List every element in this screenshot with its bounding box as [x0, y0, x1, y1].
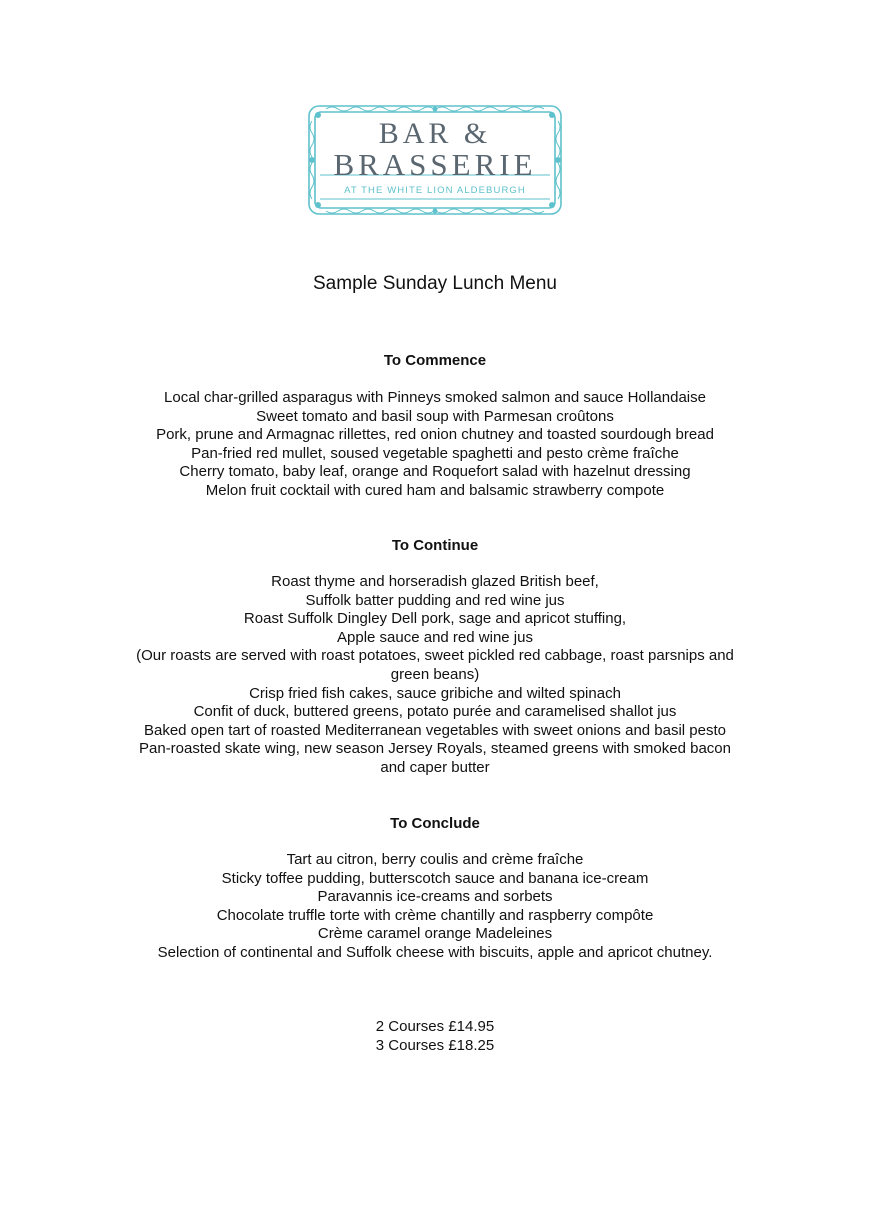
- menu-item: Suffolk batter pudding and red wine jus: [305, 591, 565, 609]
- menu-item: Baked open tart of roasted Mediterranean vegetables with sweet onions and basil pesto: [143, 721, 727, 739]
- menu-item: Tart au citron, berry coulis and crème fraîche: [286, 851, 584, 868]
- menu-item: Pan-roasted skate wing, new season Jersey Royals, steamed greens with smoked bacon: [139, 740, 731, 758]
- section-items-continue: [0, 573, 870, 778]
- menu-item: Confit of duck, buttered greens, potato purée and caramelised shallot jus: [193, 703, 677, 721]
- logo-text-brasserie: BRASSERIE: [333, 147, 537, 182]
- menu-item: Sweet tomato and basil soup with Parmesan croûtons: [256, 407, 614, 425]
- logo-text-location: AT THE WHITE LION ALDEBURGH: [344, 185, 526, 196]
- brand-logo: [306, 103, 564, 217]
- section-heading-continue: To Continue: [391, 537, 479, 554]
- price-two-courses: 2 Courses £14.95: [375, 1018, 495, 1035]
- menu-item: Crème caramel orange Madeleines: [317, 925, 553, 943]
- section-items-commence: [0, 389, 870, 501]
- menu-item: Chocolate truffle torte with crème chantilly and raspberry compôte: [216, 906, 654, 924]
- menu-item: Local char-grilled asparagus with Pinneys smoked salmon and sauce Hollandaise: [164, 389, 706, 406]
- menu-item: Cherry tomato, baby leaf, orange and Roquefort salad with hazelnut dressing: [179, 463, 691, 481]
- menu-title: Sample Sunday Lunch Menu: [313, 273, 557, 294]
- menu-item: Sticky toffee pudding, butterscotch sauce and banana ice-cream: [221, 869, 649, 887]
- menu-item: Pan-fried red mullet, soused vegetable spaghetti and pesto crème fraîche: [191, 444, 679, 462]
- menu-item: (Our roasts are served with roast potatoes, sweet pickled red cabbage, roast parsnips and: [136, 647, 734, 665]
- menu-item: Roast thyme and horseradish glazed British beef,: [271, 573, 599, 590]
- menu-item: Roast Suffolk Dingley Dell pork, sage and apricot stuffing,: [243, 610, 627, 628]
- menu-item: Melon fruit cocktail with cured ham and balsamic strawberry compote: [205, 481, 665, 499]
- menu-item: Apple sauce and red wine jus: [337, 628, 533, 646]
- section-items-conclude: [0, 851, 870, 963]
- price-three-courses: 3 Courses £18.25: [375, 1036, 495, 1054]
- menu-item: Selection of continental and Suffolk cheese with biscuits, apple and apricot chutney.: [157, 943, 713, 961]
- menu-item: green beans): [390, 665, 480, 683]
- section-heading-conclude: To Conclude: [390, 815, 480, 832]
- price-list: [0, 1018, 870, 1055]
- menu-item: Crisp fried fish cakes, sauce gribiche and wilted spinach: [249, 684, 621, 702]
- menu-item: Pork, prune and Armagnac rillettes, red onion chutney and toasted sourdough bread: [156, 426, 714, 444]
- logo-text-bar: BAR &: [378, 117, 492, 150]
- menu-item: and caper butter: [380, 758, 490, 776]
- menu-item: Paravannis ice-creams and sorbets: [317, 888, 553, 906]
- section-heading-commence: To Commence: [383, 352, 487, 369]
